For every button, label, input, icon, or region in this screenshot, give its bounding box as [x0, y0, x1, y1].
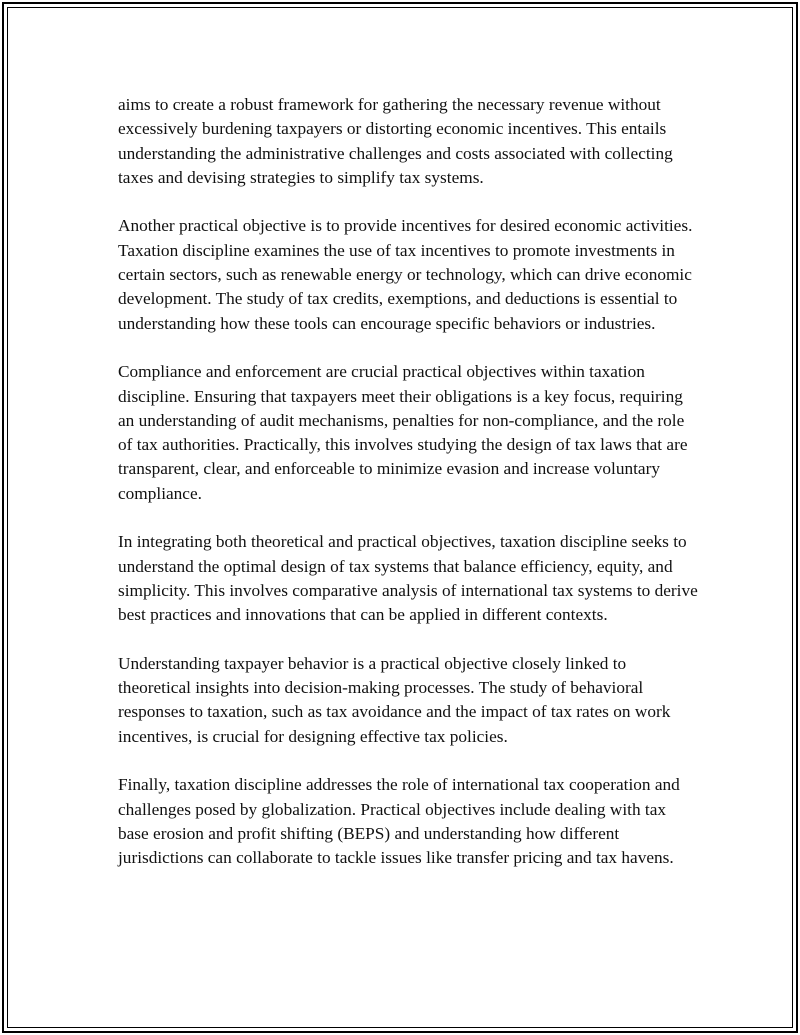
document-body — [118, 93, 698, 895]
paragraph-taxpayer-behavior: Understanding taxpayer behavior is a practical objective closely linked to theoretical insights into decision-making processes. The study of behavioral responses to taxation, such as tax avoidance and the impact of tax rates on work incentives, is crucial for designing effective tax policies. — [118, 653, 671, 746]
paragraph-integrating-objectives: In integrating both theoretical and practical objectives, taxation discipline seeks to understand the optimal design of tax systems that balance efficiency, equity, and simplicity. This involves comparative analysis of international tax systems to derive best practices and innovations that can be applied in different contexts. — [118, 532, 698, 625]
paragraph-revenue-framework: aims to create a robust framework for gathering the necessary revenue without excessively burdening taxpayers or distorting economic incentives. This entails understanding the administrative challenges and costs associated with collecting taxes and devising strategies to simplify tax systems. — [118, 95, 673, 187]
paragraph-international-cooperation: Finally, taxation discipline addresses the role of international tax cooperation and challenges posed by globalization. Practical objectives include dealing with tax base erosion and profit shifting (BEPS) and understanding how different jurisdictions can collaborate to tackle issues like transfer pricing and tax havens. — [118, 775, 680, 868]
paragraph-economic-incentives: Another practical objective is to provide incentives for desired economic activities. Taxation discipline examines the use of tax incentives to promote investments in certain sectors, such as renewable energy or technology, which can drive economic development. The study of tax credits, exemptions, and deductions is essential to understanding how these tools can encourage specific behaviors or industries. — [118, 216, 693, 333]
paragraph-compliance-enforcement: Compliance and enforcement are crucial practical objectives within taxation discipline. Ensuring that taxpayers meet their obligations is a key focus, requiring an understanding of audit mechanisms, penalties for non-compliance, and the role of tax authorities. Practically, this involves studying the design of tax laws that are transparent, clear, and enforceable to minimize evasion and increase voluntary compliance. — [118, 362, 688, 503]
